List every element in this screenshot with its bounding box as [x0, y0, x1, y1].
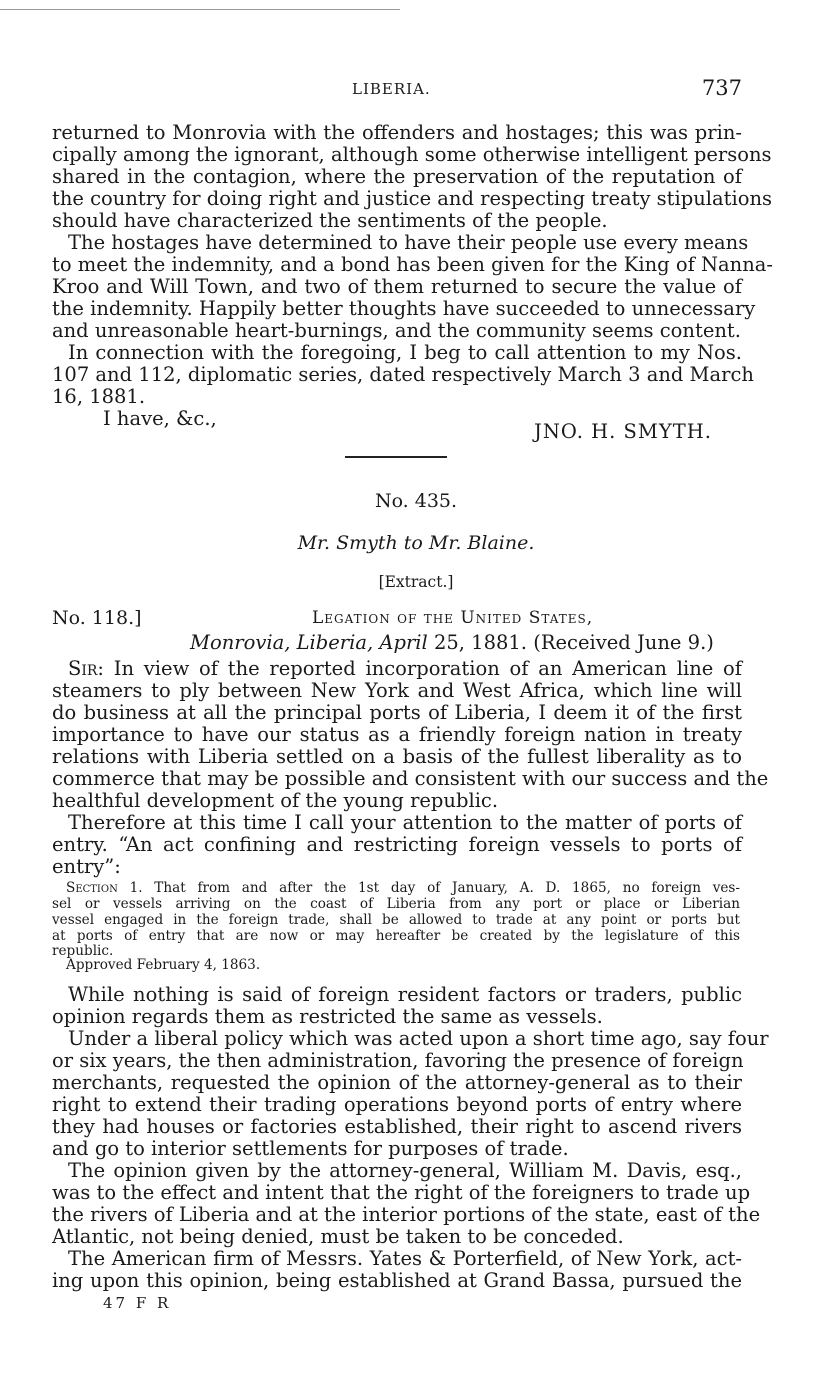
text-line: and unreasonable heart-burnings, and the community seems content. [52, 319, 741, 342]
text-line: was to the effect and intent that the right of the foreigners to trade up [52, 1181, 751, 1204]
text-line: merchants, requested the opinion of the attorney-general as to their [52, 1071, 742, 1094]
statute-line: republic. [52, 943, 114, 959]
text-line: entry. “An act confining and restricting foreign vessels to ports of [52, 833, 742, 856]
text-line: do business at all the principal ports of Liberia, I deem it of the first [52, 701, 742, 724]
text-line: the country for doing right and justice and respecting treaty stipulations [52, 187, 773, 210]
extract-note: [Extract.] [378, 573, 454, 591]
text-line: importance to have our status as a friendly foreign nation in treaty [52, 723, 742, 746]
date-place: Monrovia, Liberia, April [190, 631, 428, 654]
text-line: right to extend their trading operations beyond ports of entry where [52, 1093, 742, 1116]
text-line: returned to Monrovia with the offenders and hostages; this was prin- [52, 121, 742, 144]
text-line: should have characterized the sentiments of the people. [52, 209, 608, 232]
statute-line: Section 1. That from and after the 1st day of January, A. D. 1865, no foreign ves- [66, 880, 740, 896]
text-line: cipally among the ignorant, although some otherwise intelligent persons [52, 143, 772, 166]
page-number: 737 [701, 76, 742, 100]
text-line: and go to interior settlements for purposes of trade. [52, 1137, 569, 1160]
top-rule [0, 9, 400, 10]
document-number: No. 435. [374, 490, 458, 512]
text-line: the rivers of Liberia and at the interior portions of the state, east of the [52, 1203, 761, 1226]
closing: I have, &c., [103, 407, 217, 430]
text-line: In connection with the foregoing, I beg to call attention to my Nos. [68, 341, 742, 364]
text-line: opinion regards them as restricted the same as vessels. [52, 1005, 603, 1028]
text-line: Kroo and Will Town, and two of them returned to secure the value of [52, 275, 742, 298]
section-divider [345, 456, 447, 458]
text-line: 16, 1881. [52, 385, 146, 408]
text-line: to meet the indemnity, and a bond has been given for the King of Nanna- [52, 253, 774, 276]
text-line: the indemnity. Happily better thoughts have succeeded to unnecessary [52, 297, 756, 320]
dispatch-number: No. 118.] [52, 607, 142, 629]
running-head: LIBERIA. [352, 80, 431, 98]
text-line: entry”: [52, 855, 121, 878]
section-label: Section [66, 880, 118, 896]
text-line: healthful development of the young republic. [52, 789, 499, 812]
received-note: (Received June 9.) [533, 631, 714, 654]
salutation: Sir: [68, 657, 104, 680]
legation-heading: Legation of the United States, [312, 608, 594, 628]
text-line: While nothing is said of foreign resident factors or traders, public [68, 983, 742, 1006]
text-line: 107 and 112, diplomatic series, dated respectively March 3 and March [52, 363, 754, 386]
text-line: ing upon this opinion, being established at Grand Bassa, pursued the [52, 1269, 742, 1292]
text-line: shared in the contagion, where the preservation of the reputation of [52, 165, 742, 188]
signature: JNO. H. SMYTH. [534, 420, 712, 443]
text-line: The American firm of Messrs. Yates & Porterfield, of New York, act- [68, 1247, 742, 1270]
text-line: commerce that may be possible and consistent with our success and the [52, 767, 769, 790]
text-line: The hostages have determined to have their people use every means [68, 231, 749, 254]
statute-line: vessel engaged in the foreign trade, shall be allowed to trade at any point or ports but [52, 912, 740, 928]
statute-line: at ports of entry that are now or may hereafter be created by the legislature of this [52, 928, 740, 944]
text-line: or six years, the then administration, favoring the presence of foreign [52, 1049, 744, 1072]
approved-date: Approved February 4, 1863. [66, 957, 261, 973]
signature-mark: 47 F R [103, 1294, 172, 1312]
dateline [190, 632, 742, 654]
statute-line: sel or vessels arriving on the coast of Liberia from any port or place or Liberian [52, 896, 740, 912]
text-line: relations with Liberia settled on a basis of the fullest liberality as to [52, 745, 742, 768]
text-line: Therefore at this time I call your attention to the matter of ports of [68, 811, 742, 834]
text-line: Sir: In view of the reported incorporation of an American line of [68, 657, 743, 680]
text-line: they had houses or factories established, their right to ascend rivers [52, 1115, 742, 1138]
text-line: steamers to ply between New York and West Africa, which line will [52, 679, 742, 702]
document-subject: Mr. Smyth to Mr. Blaine. [297, 532, 535, 554]
text-line: Under a liberal policy which was acted upon a short time ago, say four [68, 1027, 769, 1050]
date-rest: 25, 1881. [433, 631, 528, 654]
page-header [52, 76, 742, 106]
text-line: The opinion given by the attorney-general, William M. Davis, esq., [68, 1159, 742, 1182]
text-line: Atlantic, not being denied, must be taken to be conceded. [52, 1225, 624, 1248]
